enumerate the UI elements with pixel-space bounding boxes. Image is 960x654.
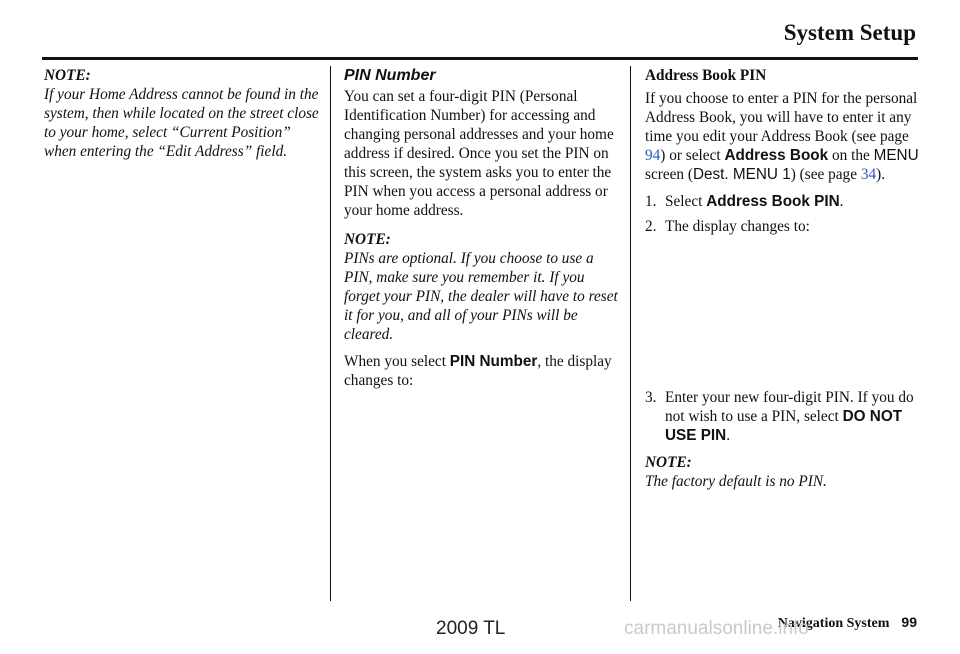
step-text [665,388,920,445]
page-header-title: System Setup [783,20,916,45]
column-divider-right [630,66,631,601]
page-link-94[interactable]: 94 [645,147,661,164]
section-heading-address-book-pin: Address Book PIN [645,67,767,84]
text-run: ) or select [660,147,725,164]
text-run: ) (see page [790,166,861,183]
note-label: NOTE: [344,231,391,248]
pin-number-select-paragraph [344,352,619,390]
note-text: The factory default is no PIN. [645,473,827,490]
address-book-pin-button-ref: Address Book PIN [706,193,840,210]
text-run: , the display changes to: [344,353,612,389]
text-run: . [839,193,844,210]
header-rule [42,57,918,60]
text-run: . [726,427,731,444]
column-right [645,66,920,499]
text-run: When you select [344,353,450,370]
step-text: The display changes to: [665,218,810,235]
step-3 [645,388,920,445]
step-number: 3. [645,389,657,406]
pin-number-paragraph: You can set a four-digit PIN (Personal Identification Number) for accessing and changing personal addresses and your home address if desired. Once you set the PIN on this screen, the system asks you to enter the PIN when you access a personal address or your home address. [344,88,614,219]
footer-section-name: Navigation System [777,616,890,631]
screen-image-placeholder [645,236,920,388]
step-number: 2. [645,218,657,235]
text-run: on the [828,147,874,164]
column-left [44,66,319,169]
address-book-button-ref: Address Book [724,147,829,164]
text-run: Enter your new four-digit PIN. If you do not wish to use a PIN, select [665,389,914,425]
note-text: PINs are optional. If you choose to use a PIN, make sure you remember it. If you forget your PIN, the dealer will have to reset it for you, and all of your PINs will be cleared. [344,250,618,343]
note-label: NOTE: [645,454,692,471]
watermark-text: carmanualsonline.info [624,618,809,639]
menu-button-ref: MENU [873,147,919,164]
model-label: 2009 TL [436,618,506,639]
address-book-pin-paragraph [645,89,920,184]
note-label: NOTE: [44,67,91,84]
page-number: 99 [901,614,917,630]
section-heading-pin-number: PIN Number [344,67,436,84]
pin-number-button-ref: PIN Number [449,353,538,370]
text-run: ). [876,166,886,183]
step-text [665,192,843,211]
text-run: screen ( [645,166,693,183]
step-number: 1. [645,193,657,210]
page-link-34[interactable]: 34 [860,166,877,183]
text-run: If you choose to enter a PIN for the personal Address Book, you will have to enter it any time you edit your Address Book (see page [645,90,918,145]
column-divider-left [330,66,331,601]
do-not-use-pin-button-ref: DO NOT USE PIN [665,408,903,444]
text-run: Select [665,193,707,210]
dest-menu-ref: Dest. MENU 1 [692,166,791,183]
column-middle [344,66,619,398]
step-1 [645,192,920,211]
note-text: If your Home Address cannot be found in the system, then while located on the street close to your home, select “Current Position” when entering the “Edit Address” field. [44,86,319,160]
step-2 [645,217,920,236]
